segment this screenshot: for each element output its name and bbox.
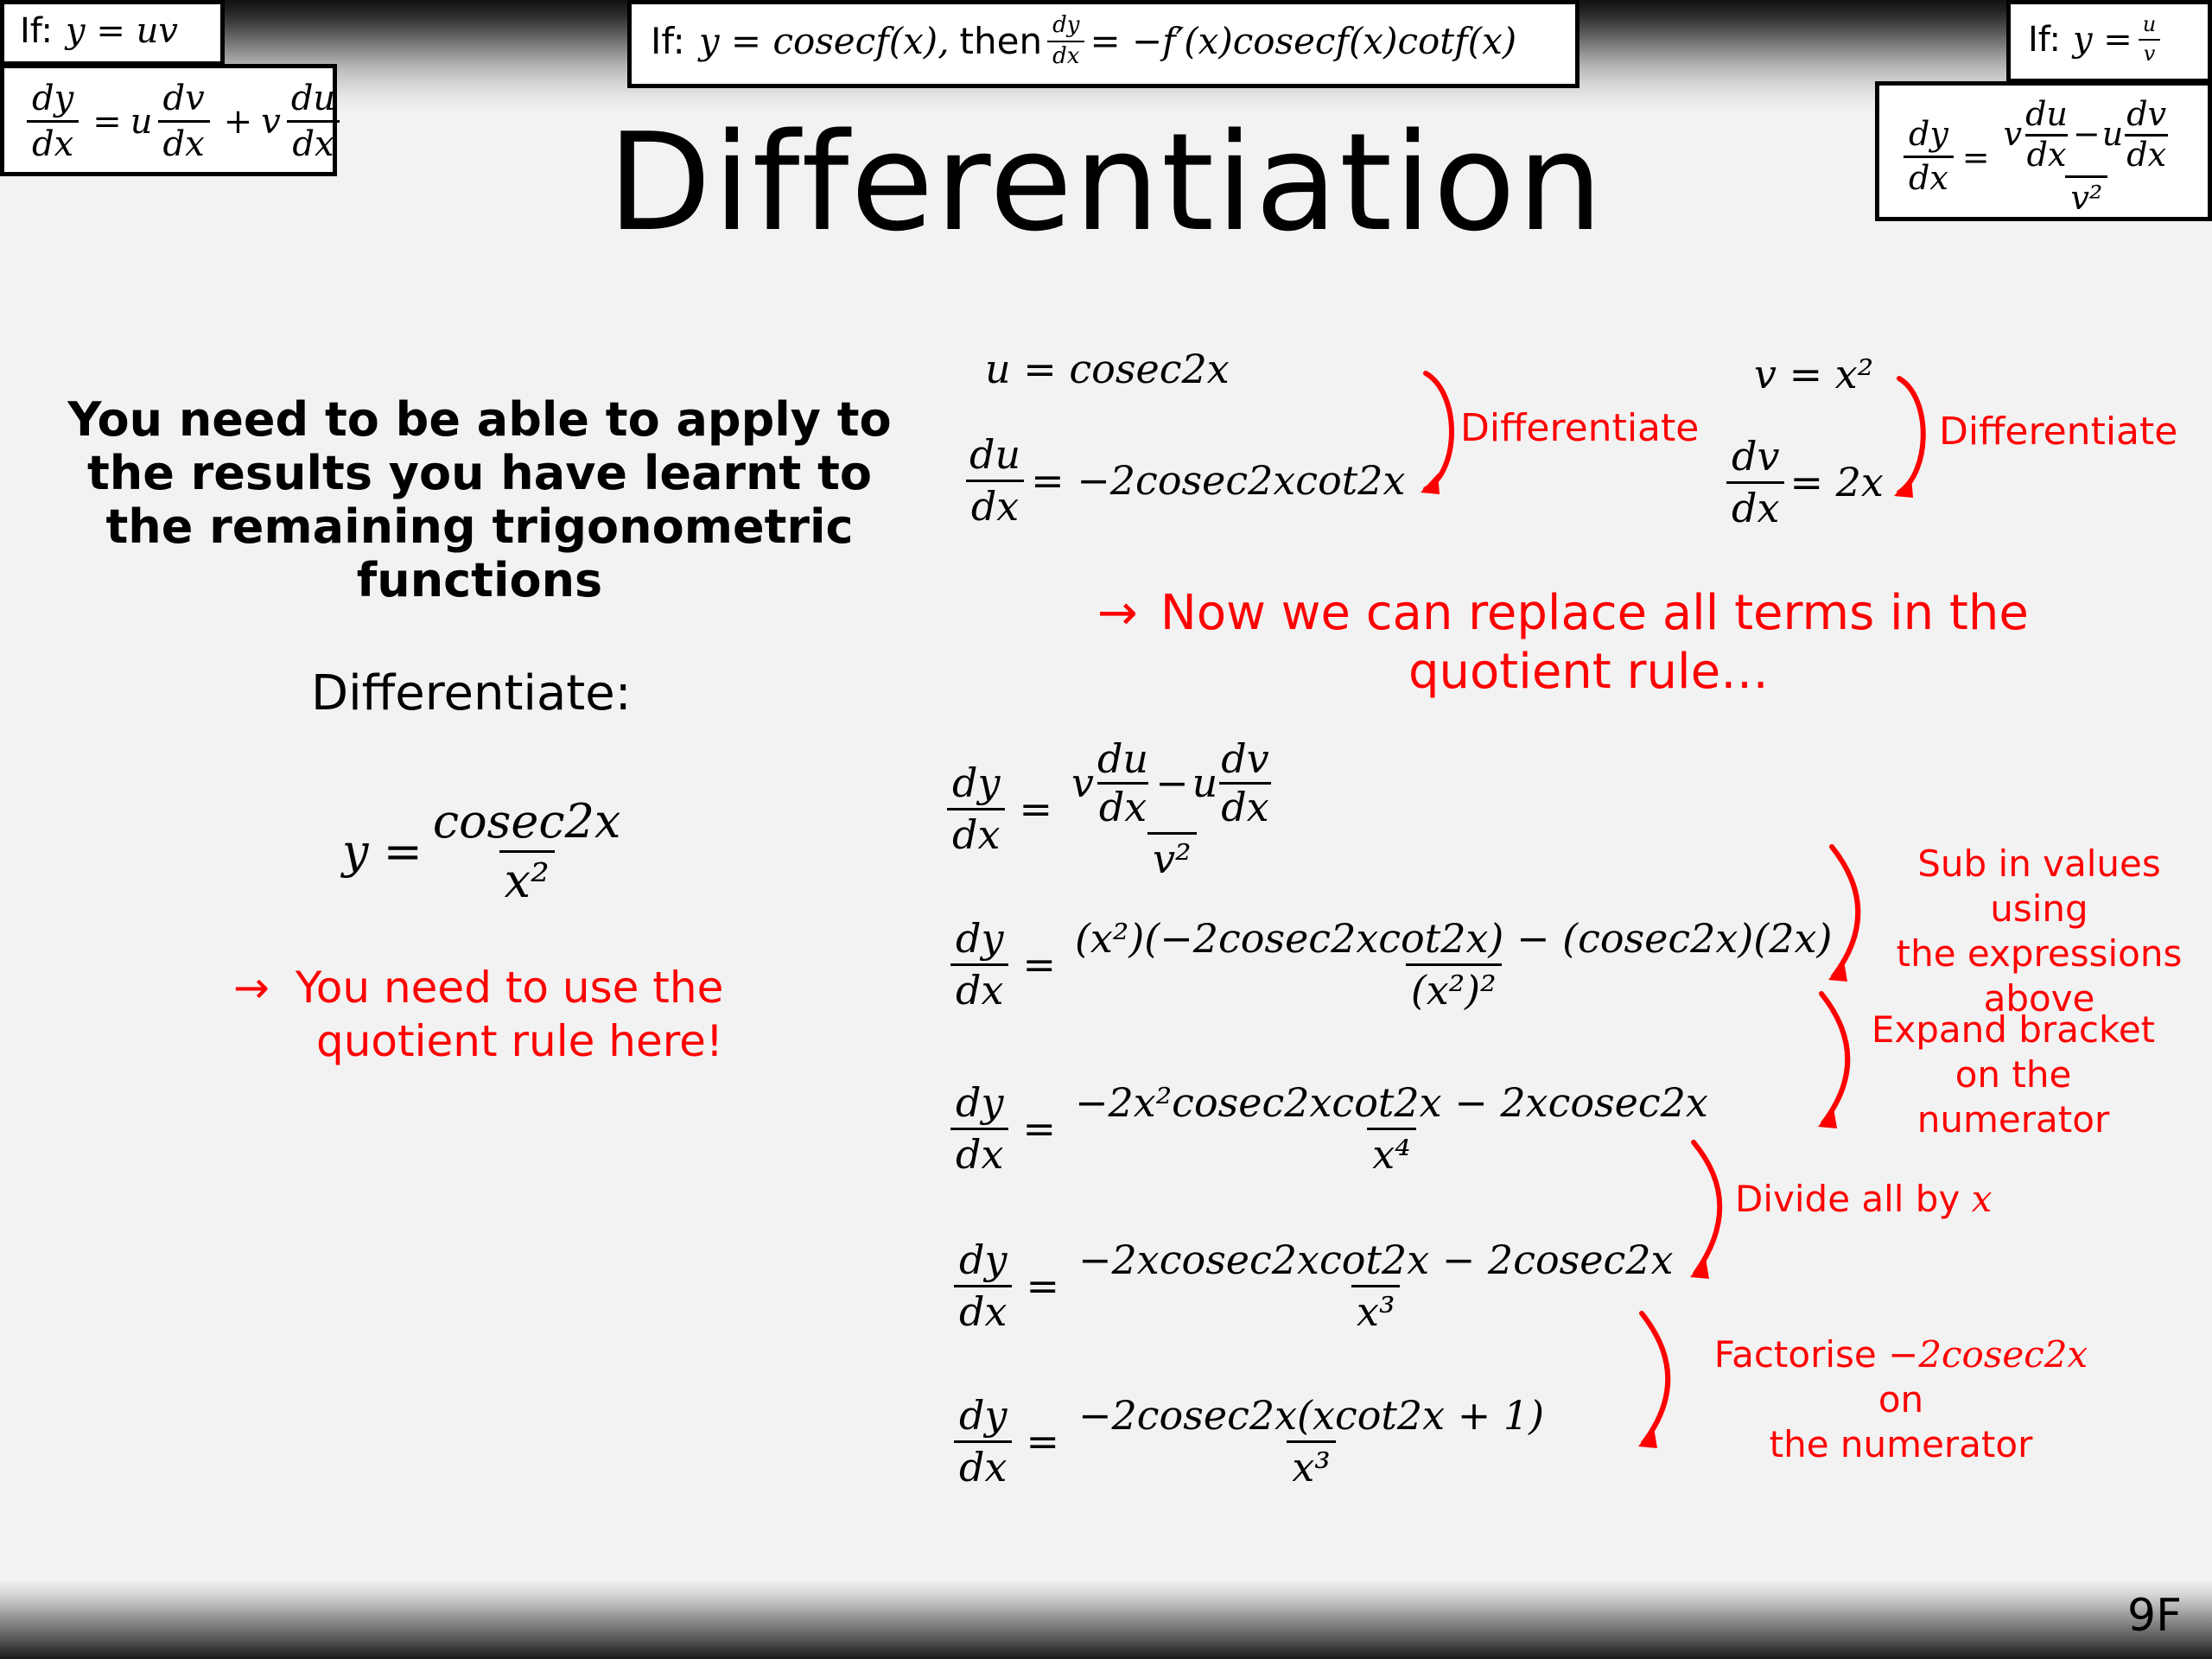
quotient-cond-den: v: [2139, 39, 2161, 67]
quotient-cond-num: u: [2142, 12, 2157, 36]
given-den: x²: [499, 850, 555, 908]
step-substituted: $\frac{dy}{dx}$ = $\frac{\text{(x²)(−2cosec2xcot2x) − (cosec2x)(2x)}}{\text{(x²)²}}$: [945, 916, 1842, 1014]
quotient-rhs-u: u: [2101, 115, 2124, 154]
quotient-rhs-dv: dv: [2126, 95, 2167, 133]
quotient-if-label: If:: [2028, 19, 2061, 60]
replace-line1: Now we can replace all terms in the: [1160, 585, 2029, 641]
note-line2: quotient rule here!: [316, 1016, 723, 1066]
step4-lhs-num: dy: [959, 1392, 1007, 1439]
v-definition: v = x²: [1754, 351, 1874, 397]
product-t2-coef: v: [261, 101, 281, 142]
step1-den: (x²)²: [1406, 963, 1502, 1014]
step0-dv: dv: [1221, 735, 1269, 782]
factorise-line2: the numerator: [1769, 1423, 2033, 1465]
sub-in-line1: Sub in values using: [1917, 842, 2161, 930]
quotient-rhs-minus: −: [2072, 115, 2101, 154]
divide-bracket-icon: [1694, 1142, 1719, 1274]
product-t2-num: du: [290, 79, 336, 118]
product-t2-den: dx: [287, 120, 339, 164]
cosec-frac-den: dx: [1047, 41, 1084, 70]
replace-arrow-icon: →: [1097, 585, 1138, 641]
cosec-if-label: If:: [651, 20, 685, 63]
factorise-word1: Factorise: [1713, 1333, 1877, 1376]
v-differentiate-label: Differentiate: [1939, 410, 2178, 454]
du-den: dx: [966, 480, 1024, 530]
step0-lhs-num: dy: [952, 759, 1001, 806]
product-condition: y = uv: [66, 11, 178, 51]
u-arrowhead-icon: [1421, 474, 1440, 494]
step0-den: v²: [1147, 832, 1196, 882]
u-bracket-icon: [1426, 373, 1452, 489]
product-lhs-num: dy: [32, 79, 74, 118]
factorise-expr: −2cosec2x: [1888, 1333, 2088, 1376]
step4-lhs-den: dx: [954, 1440, 1012, 1491]
divide-text: Divide all by: [1735, 1178, 1961, 1220]
divide-annotation: [1735, 1177, 1992, 1222]
dv-num: dv: [1732, 433, 1780, 480]
du-rhs: = −2cosec2xcot2x: [1031, 457, 1406, 505]
step-factorised: $\frac{dy}{dx}$ = $\frac{-2cosec2x(xcot2x + 1)}{\text{x³}}$: [949, 1393, 1554, 1491]
step2-den: x⁴: [1367, 1128, 1415, 1178]
product-rule-formula-box: $\frac{dy}{dx}$ = u $\frac{dv}{dx}$ + v $\frac{du}{dx}$: [0, 64, 337, 176]
step-divided: $\frac{dy}{dx}$ = $\frac{\text{−2xcosec2xcot2x − 2cosec2x}}{\text{x³}}$: [949, 1237, 1683, 1335]
cosec-then: then: [959, 20, 1043, 63]
quotient-lhs-den: dx: [1904, 156, 1954, 198]
step3-lhs-num: dy: [959, 1236, 1007, 1283]
expand-line2: on the numerator: [1916, 1053, 2110, 1141]
step0-u: u: [1192, 759, 1218, 806]
step-quotient-rule: $\frac{dy}{dx}$ = v $\frac{du}{dx}$ − u $\frac{dv}{dx}$ v²: [942, 736, 1283, 882]
step0-dx2: dx: [1221, 783, 1269, 830]
cosec-frac-num: dy: [1052, 12, 1080, 38]
step0-minus: −: [1155, 759, 1189, 806]
given-lhs: y =: [342, 824, 423, 880]
product-if-label: If:: [20, 11, 53, 51]
quotient-rhs-dx1: dx: [2026, 135, 2067, 174]
expand-line1: Expand bracket: [1871, 1008, 2156, 1051]
expand-annotation: [1858, 1007, 2169, 1142]
sub-in-bracket-icon: [1832, 847, 1858, 976]
step4-num: −2cosec2x(xcot2x + 1): [1077, 1392, 1545, 1439]
cosec-condition: y = cosecf(x),: [698, 20, 950, 63]
dv-rhs: = 2x: [1789, 459, 1884, 506]
page-title: Differentiation: [607, 104, 1605, 261]
step1-num: (x²)(−2cosec2xcot2x) − (cosec2x)(2x): [1074, 915, 1833, 962]
step0-v: v: [1071, 759, 1094, 806]
quotient-rule-formula-box: $\frac{dy}{dx}$ = v $\frac{du}{dx}$ − u $\frac{dv}{dx}$ v²: [1875, 81, 2212, 221]
expand-bracket-icon: [1821, 994, 1847, 1123]
sub-in-annotation: [1866, 842, 2212, 1021]
step1-lhs-den: dx: [950, 963, 1008, 1014]
step3-lhs-den: dx: [954, 1285, 1012, 1335]
factorise-annotation: [1694, 1332, 2108, 1467]
factorise-word2: on: [1878, 1378, 1924, 1421]
factorise-bracket-icon: [1642, 1313, 1668, 1443]
step3-num: −2xcosec2xcot2x − 2cosec2x: [1077, 1236, 1674, 1283]
intro-text: You need to be able to apply to the results you have learnt to the remaining trigonometric functions: [67, 392, 892, 607]
note-line1: You need to use the: [295, 963, 724, 1013]
v-arrowhead-icon: [1894, 477, 1913, 498]
u-differentiate-label: Differentiate: [1460, 406, 1700, 450]
step0-du: du: [1096, 735, 1149, 782]
step2-num: −2x²cosec2xcot2x − 2xcosec2x: [1074, 1079, 1708, 1126]
sub-in-line2: the expressions: [1896, 932, 2183, 975]
quotient-y: y =: [2072, 19, 2133, 60]
step2-lhs-num: dy: [956, 1079, 1004, 1126]
product-t1-coef: u: [130, 101, 153, 142]
quotient-rhs-dx2: dx: [2126, 135, 2167, 174]
step2-lhs-den: dx: [950, 1128, 1008, 1178]
u-definition: u = cosec2x: [985, 346, 1230, 392]
product-t1-den: dx: [158, 120, 210, 164]
product-plus: +: [223, 101, 253, 142]
product-lhs-den: dx: [27, 120, 79, 164]
quotient-lhs-num: dy: [1909, 115, 1948, 154]
step3-den: x³: [1351, 1285, 1400, 1335]
sub-in-line3: above: [1983, 977, 2095, 1020]
differentiate-label: Differentiate:: [311, 665, 632, 721]
divide-var: x: [1971, 1178, 1993, 1220]
replace-line2: quotient rule…: [1408, 644, 1770, 700]
section-label: 9F: [2127, 1590, 2182, 1642]
note-arrow-icon: →: [233, 963, 270, 1013]
du-num: du: [969, 431, 1021, 478]
step1-lhs-num: dy: [956, 915, 1004, 962]
given-num: cosec2x: [432, 794, 621, 849]
cosec-result: = −f′(x)cosecf(x)cotf(x): [1090, 20, 1517, 63]
step-expanded: $\frac{dy}{dx}$ = $\frac{\text{−2x²cosec2xcot2x − 2xcosec2x}}{\text{x⁴}}$: [945, 1080, 1719, 1178]
dv-den: dx: [1726, 481, 1784, 531]
v-bracket-icon: [1899, 378, 1923, 493]
step0-lhs-den: dx: [947, 808, 1005, 858]
quotient-rhs-du: du: [2025, 95, 2068, 133]
step0-dx1: dx: [1098, 783, 1147, 830]
quotient-rhs-den: v²: [2065, 175, 2107, 218]
quotient-rhs-v: v: [2003, 115, 2023, 154]
product-t1-num: dv: [162, 79, 205, 118]
step4-den: x³: [1287, 1440, 1335, 1491]
